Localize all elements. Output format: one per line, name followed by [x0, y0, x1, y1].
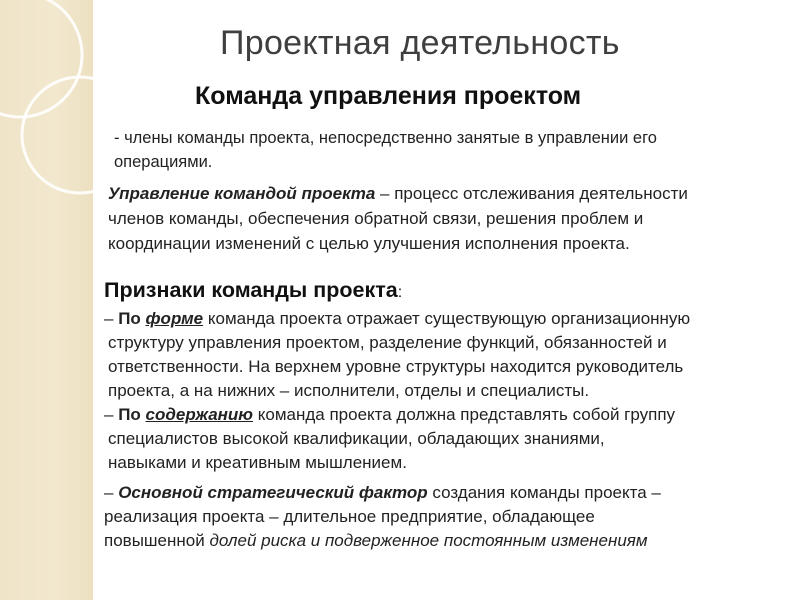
signs-list	[104, 307, 794, 475]
sign-form-line-1-rest: команда проекта отражает существующую организационную	[203, 309, 691, 328]
factor-line-3-italic: долей риска и подверженное постоянным изменениям	[209, 531, 648, 550]
sign-content-label	[118, 405, 253, 424]
factor-dash: –	[104, 483, 119, 502]
sign-form-label-pre: По	[118, 309, 146, 328]
factor-line-1-rest: создания команды проекта –	[427, 483, 661, 502]
sign-form-line-3: ответственности. На верхнем уровне структуры находится руководитель	[108, 357, 684, 376]
slide-title: Проектная деятельность	[220, 24, 620, 62]
factor-strat: Основной стратегический фактор	[118, 483, 428, 502]
decorative-circles	[0, 0, 93, 600]
members-line-1: - члены команды проекта, непосредственно занятые в управлении его	[114, 129, 657, 147]
members-line-2: операциями.	[114, 153, 213, 171]
sign-form-dash: –	[104, 309, 119, 328]
signs-heading-colon: :	[397, 284, 403, 301]
sign-content-line-1	[104, 403, 794, 427]
sign-form-label-em: форме	[145, 309, 204, 328]
sign-content-line-1-rest: команда проекта должна представлять собой группу	[253, 405, 676, 424]
mgmt-term: Управление командой проекта	[108, 184, 376, 203]
signs-heading-text: Признаки команды проекта	[104, 278, 398, 302]
sign-content-line-3: навыками и креативным мышлением.	[108, 453, 407, 472]
mgmt-line-1	[108, 181, 788, 206]
sign-form-line-2: структуру управления проектом, разделение функций, обязанностей и	[108, 333, 667, 352]
decor-circle-2	[22, 77, 93, 193]
signs-heading	[104, 278, 402, 303]
members-definition	[114, 126, 774, 174]
sign-form-line-4: проекта, а на нижних – исполнители, отделы и специалисты.	[108, 381, 590, 400]
decorative-side-band	[0, 0, 93, 600]
factor-line-2: реализация проекта – длительное предприятие, обладающее	[104, 507, 595, 526]
strategic-factor	[104, 481, 794, 553]
factor-line-3-pre: повышенной	[104, 531, 210, 550]
mgmt-line-3: координации изменений с целью улучшения исполнения проекта.	[108, 234, 630, 253]
mgmt-line-2: членов команды, обеспечения обратной связи, решения проблем и	[108, 209, 644, 228]
team-management-definition	[108, 181, 788, 256]
sign-content-label-em: содержанию	[145, 405, 254, 424]
mgmt-line-1-rest: – процесс отслеживания деятельности	[375, 184, 688, 203]
slide-subtitle: Команда управления проектом	[195, 82, 582, 110]
sign-form-line-1	[104, 307, 794, 331]
factor-line-1	[104, 481, 794, 505]
sign-content-line-2: специалистов высокой квалификации, обладающих знаниями,	[108, 429, 605, 448]
sign-content-dash: –	[104, 405, 119, 424]
factor-line-3	[104, 529, 794, 553]
sign-form-label	[118, 309, 203, 328]
sign-content-label-pre: По	[118, 405, 146, 424]
decor-circle-1	[0, 0, 82, 117]
